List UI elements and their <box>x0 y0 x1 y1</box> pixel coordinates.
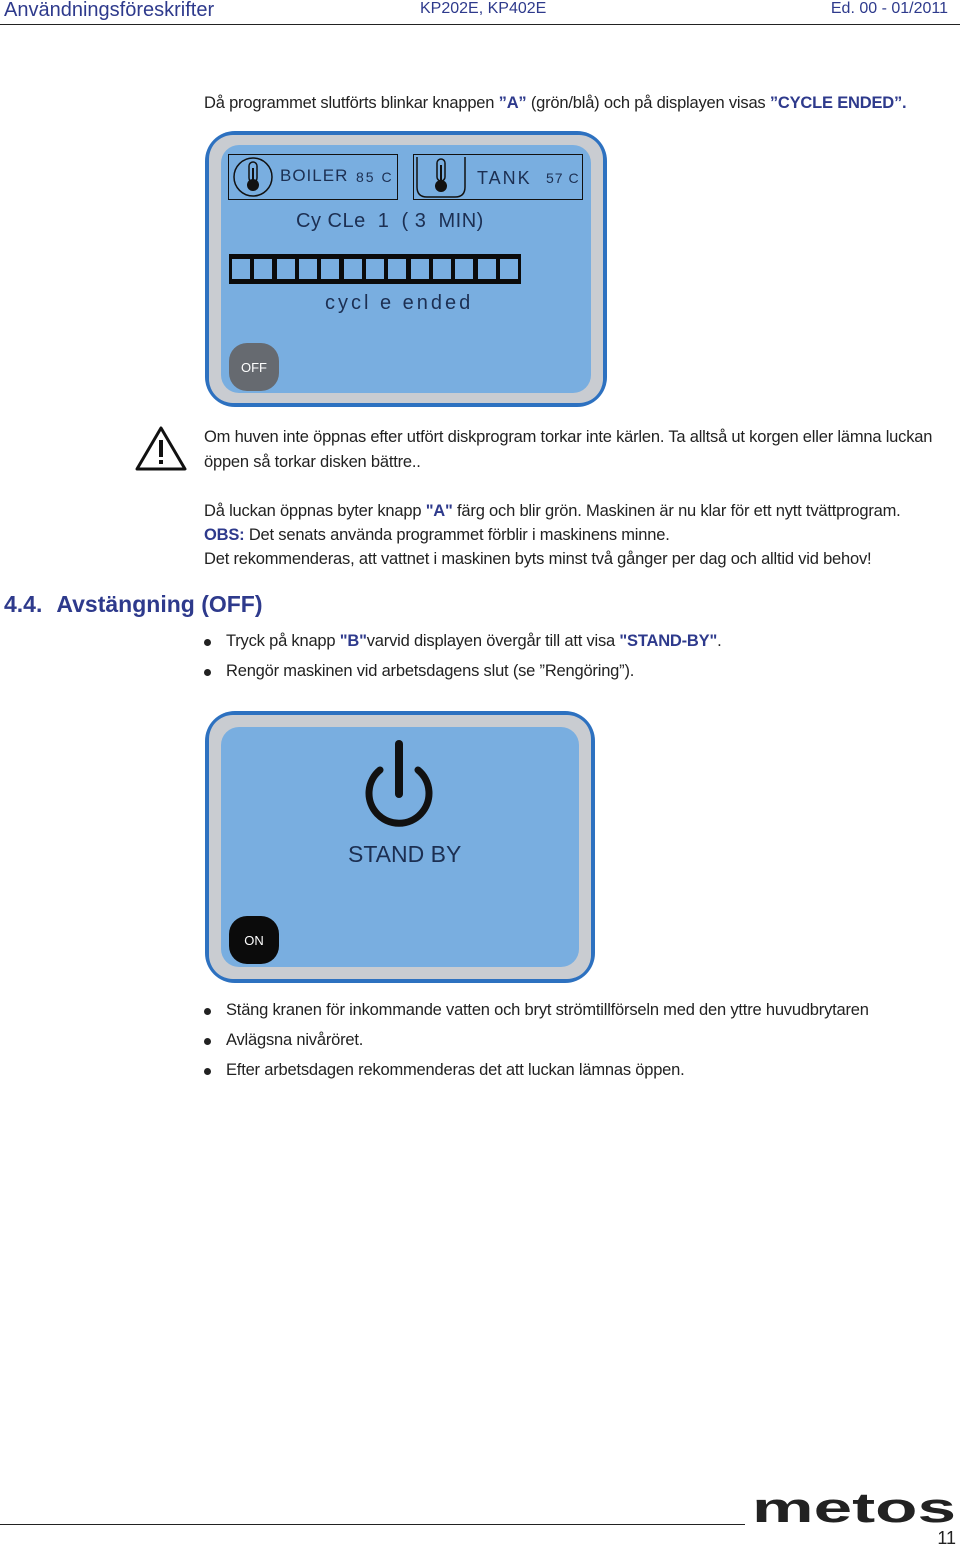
progress-segment <box>366 259 384 279</box>
step1-key: "B" <box>339 632 367 650</box>
bullet-icon <box>204 1008 211 1015</box>
info-p1-before: Då luckan öppnas byter knapp <box>204 502 426 520</box>
header-divider <box>0 24 960 25</box>
logo-text: metos <box>752 1494 956 1526</box>
off-button[interactable]: OFF <box>229 343 279 391</box>
tank-temp: 57 C <box>546 170 580 186</box>
intro-middle: (grön/blå) och på displayen visas <box>526 94 770 112</box>
on-button[interactable]: ON <box>229 916 279 964</box>
progress-segment <box>478 259 496 279</box>
info-line-3: Det rekommenderas, att vattnet i maskinen byts minst två gånger per dag och alltid vid behov! <box>204 550 872 568</box>
step-clean: Rengör maskinen vid arbetsdagens slut (se ”Rengöring”). <box>226 662 635 680</box>
boiler-label: BOILER <box>280 166 349 185</box>
intro-key: ”A” <box>498 94 527 112</box>
progress-segment <box>299 259 317 279</box>
footer-divider <box>0 1524 745 1525</box>
power-icon <box>360 738 438 834</box>
intro-text <box>204 94 906 113</box>
bullet-icon <box>204 1068 211 1075</box>
step-press-b <box>226 632 721 651</box>
status-stand-by: STAND BY <box>348 841 462 867</box>
progress-segment <box>277 259 295 279</box>
tank-label: TANK <box>477 168 532 188</box>
bullet-icon <box>204 639 211 646</box>
progress-segment <box>455 259 473 279</box>
intro-before: Då programmet slutförts blinkar knappen <box>204 94 499 112</box>
cycle-text: Cy CLe 1 ( 3 MIN) <box>296 210 484 232</box>
bullet-icon <box>204 1038 211 1045</box>
step-remove-tube: Avlägsna nivåröret. <box>226 1031 364 1049</box>
info-obs-line <box>204 526 670 545</box>
progress-segment <box>433 259 451 279</box>
header-models: KP202E, KP402E <box>420 0 547 17</box>
info-p1-key: "A" <box>425 502 453 520</box>
obs-text: Det senats använda programmet förblir i maskinens minne. <box>244 526 670 544</box>
step1-middle: varvid displayen övergår till att visa <box>366 632 620 650</box>
progress-segment <box>388 259 406 279</box>
info-line-1 <box>204 502 901 521</box>
progress-segment <box>500 259 518 279</box>
progress-segment <box>321 259 339 279</box>
header-title: Användningsföreskrifter <box>4 0 215 21</box>
progress-segment <box>411 259 429 279</box>
tank-thermometer-icon <box>415 155 467 199</box>
progress-segment <box>254 259 272 279</box>
page-number: 11 <box>937 1528 956 1548</box>
progress-segment <box>232 259 250 279</box>
header-edition: Ed. 00 - 01/2011 <box>830 0 948 17</box>
step-close-tap: Stäng kranen för inkommande vatten och bryt strömtillförseln med den yttre huvudbrytaren <box>226 1001 869 1019</box>
progress-segment <box>344 259 362 279</box>
step1-before: Tryck på knapp <box>226 632 340 650</box>
metos-logo <box>752 1494 958 1526</box>
status-cycle-ended: cycl e ended <box>325 292 474 314</box>
section-heading <box>4 591 263 618</box>
warning-line-1: Om huven inte öppnas efter utfört diskprogram torkar inte kärlen. Ta alltså ut korgen eller lämna luckan <box>204 428 933 446</box>
section-title: Avstängning (OFF) <box>56 591 263 617</box>
section-number: 4.4. <box>4 591 43 617</box>
info-p1-after: färg och blir grön. Maskinen är nu klar för ett nytt tvättprogram. <box>452 502 901 520</box>
obs-label: OBS: <box>204 526 245 544</box>
warning-line-2: öppen så torkar disken bättre.. <box>204 453 421 471</box>
step1-msg: "STAND-BY" <box>619 632 718 650</box>
warning-icon <box>135 425 187 471</box>
step1-after: . <box>717 632 722 650</box>
progress-bar <box>229 254 521 284</box>
step-leave-open: Efter arbetsdagen rekommenderas det att luckan lämnas öppen. <box>226 1061 685 1079</box>
thermometer-icon <box>232 156 274 198</box>
boiler-temp: 85 C <box>356 169 394 185</box>
bullet-icon <box>204 669 211 676</box>
intro-message: ”CYCLE ENDED”. <box>769 94 907 112</box>
